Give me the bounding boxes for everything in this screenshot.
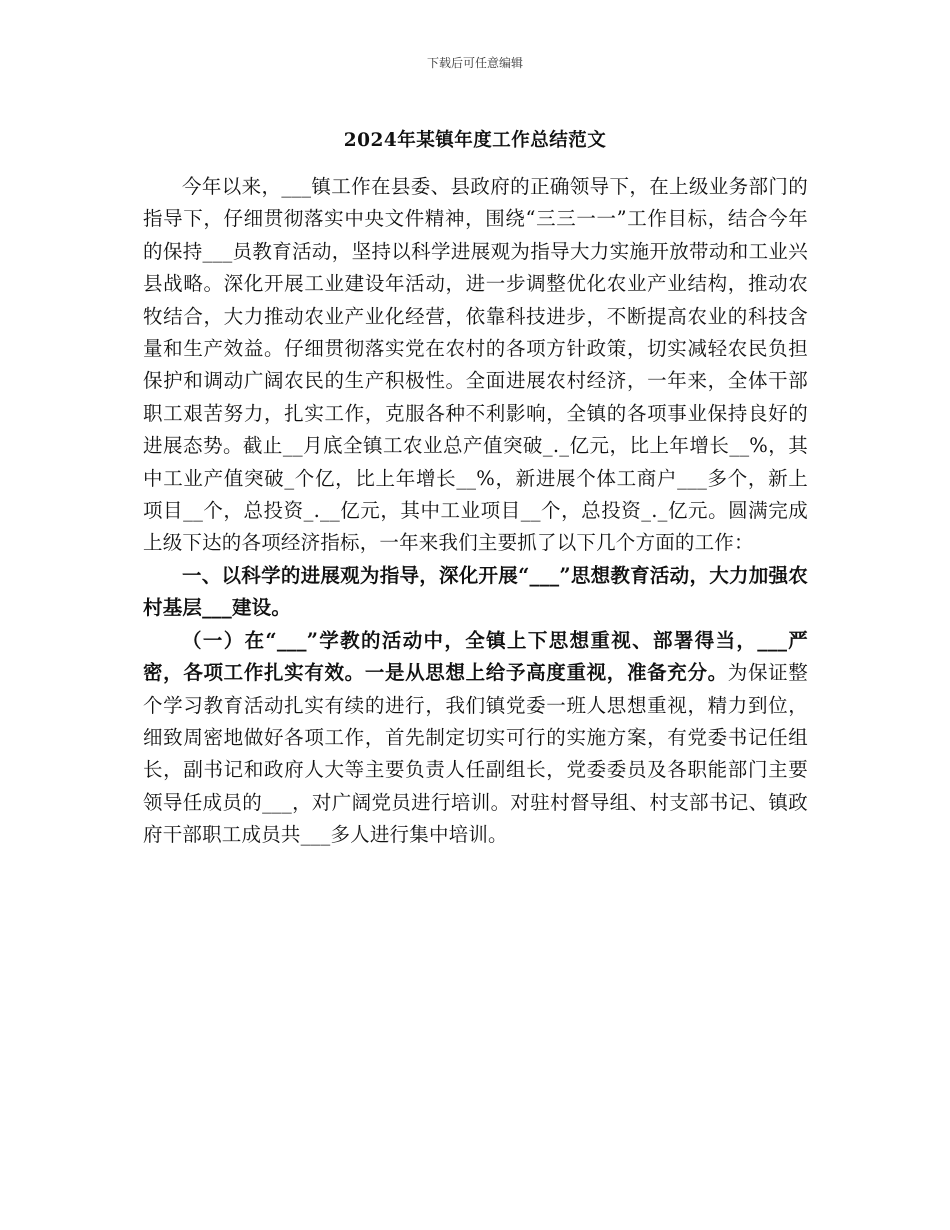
subsection-body-1: 为保证整个学习教育活动扎实有续的进行，我们镇党委一班人思想重视，精力到位，细致周密地做好各项工作，首先制定切实可行的实施方案，有党委书记任组长，副书记和政府人大等主要负责人任副组长，党委委员及各职能部门主要领导任成员的___，对广阔党员进行培训。对驻村督导组、村支部书记、镇政府干部职工成员共___多人进行集中培训。: [143, 661, 808, 847]
subsection-paragraph-1: [143, 625, 808, 852]
subsection-heading-1: （一）在“___”学教的活动中，全镇上下思想重视、部署得当，___严密，各项工作扎实有效。一是从思想上给予高度重视，准备充分。: [143, 628, 808, 685]
document-title: 2024年某镇年度工作总结范文: [343, 130, 607, 151]
header-note: 下载后可任意编辑: [426, 56, 523, 70]
intro-paragraph: 今年以来，___镇工作在县委、县政府的正确领导下，在上级业务部门的指导下，仔细贯彻落实中央文件精神，围绕“三三一一”工作目标，结合今年的保持___员教育活动，坚持以科学进展观为指导大力实施开放带动和工业兴县战略。深化开展工业建设年活动，进一步调整优化农业产业结构，推动农牧结合，大力推动农业产业化经营，依靠科技进步，不断提高农业的科技含量和生产效益。仔细贯彻落实党在农村的各项方针政策，切实减轻农民负担保护和调动广阔农民的生产积极性。全面进展农村经济，一年来，全体干部职工艰苦努力，扎实工作，克服各种不利影响，全镇的各项事业保持良好的进展态势。截止__月底全镇工农业总产值突破_._亿元，比上年增长__%，其中工业产值突破_个亿，比上年增长__%，新进展个体工商户___多个，新上项目__个，总投资_.__亿元，其中工业项目__个，总投资_._亿元。圆满完成上级下达的各项经济指标，一年来我们主要抓了以下几个方面的工作：: [143, 175, 808, 555]
section-heading-1: 一、以科学的进展观为指导，深化开展“___”思想教育活动，大力加强农村基层___建设。: [143, 563, 808, 620]
document-body: [143, 171, 808, 852]
